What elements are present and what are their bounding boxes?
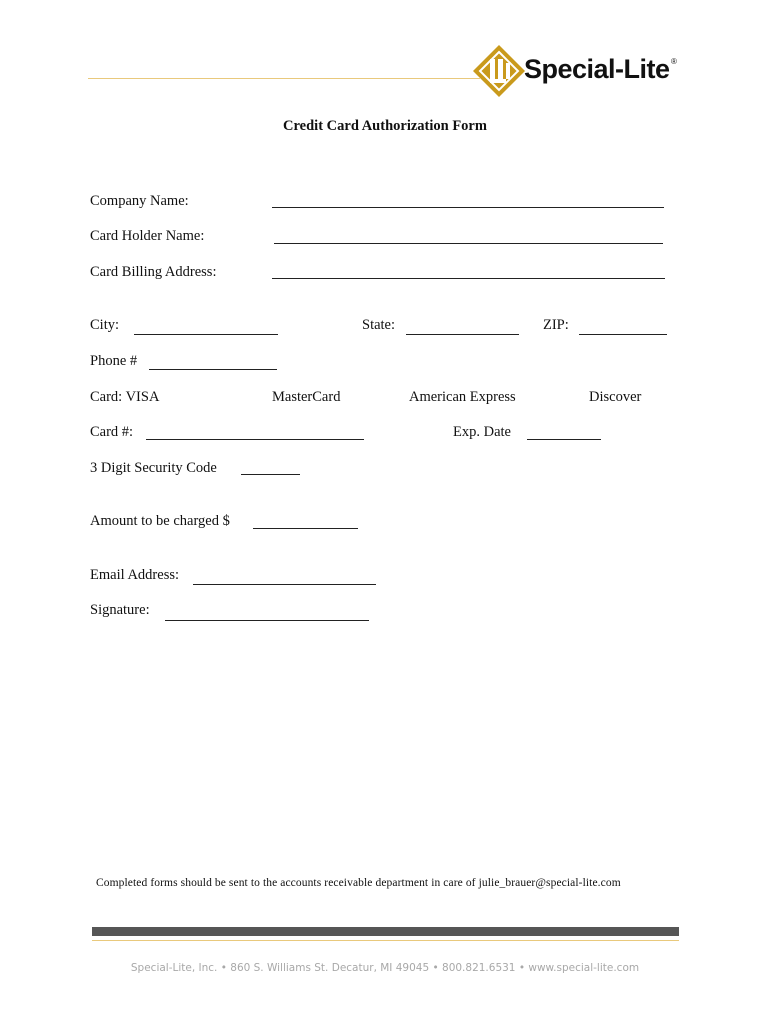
logo-mark-icon [472, 44, 526, 98]
form-title: Credit Card Authorization Form [283, 118, 487, 134]
company-name-label: Company Name: [90, 193, 189, 209]
email-label: Email Address: [90, 567, 180, 583]
city-field[interactable] [134, 334, 278, 335]
billing-address-label: Card Billing Address: [90, 264, 217, 280]
card-holder-field[interactable] [274, 243, 663, 244]
state-label: State: [362, 317, 396, 333]
card-number-label: Card #: [90, 424, 134, 440]
city-label: City: [90, 317, 120, 333]
security-code-label: 3 Digit Security Code [90, 460, 217, 476]
amount-field[interactable] [253, 528, 358, 529]
exp-date-field[interactable] [527, 439, 601, 440]
footer-address: Special-Lite, Inc. • 860 S. Williams St. Decatur, MI 49045 • 800.821.6531 • www.special-lite.com [130, 962, 640, 974]
zip-label: ZIP: [543, 317, 569, 333]
state-field[interactable] [406, 334, 519, 335]
footer-bar [92, 927, 679, 936]
brand-name: Special-Lite [524, 54, 670, 84]
card-number-field[interactable] [146, 439, 364, 440]
footer-rule [92, 940, 679, 941]
zip-field[interactable] [579, 334, 667, 335]
amount-label: Amount to be charged $ [90, 513, 230, 529]
submission-note: Completed forms should be sent to the accounts receivable department in care of julie_brauer@special-lite.com [96, 877, 621, 889]
exp-date-label: Exp. Date [453, 424, 511, 440]
registered-mark: ® [671, 57, 677, 66]
security-code-field[interactable] [241, 474, 300, 475]
card-mastercard-option[interactable]: MasterCard [272, 389, 341, 405]
card-holder-label: Card Holder Name: [90, 228, 205, 244]
signature-field[interactable] [165, 620, 369, 621]
phone-label: Phone # [90, 353, 138, 369]
card-discover-option[interactable]: Discover [589, 389, 642, 405]
phone-field[interactable] [149, 369, 277, 370]
billing-address-field[interactable] [272, 278, 665, 279]
email-field[interactable] [193, 584, 376, 585]
header-rule [88, 78, 480, 79]
card-amex-option[interactable]: American Express [409, 389, 516, 405]
brand-logo [472, 44, 687, 98]
signature-label: Signature: [90, 602, 150, 618]
company-name-field[interactable] [272, 207, 664, 208]
card-visa-option[interactable]: Card: VISA [90, 389, 160, 405]
